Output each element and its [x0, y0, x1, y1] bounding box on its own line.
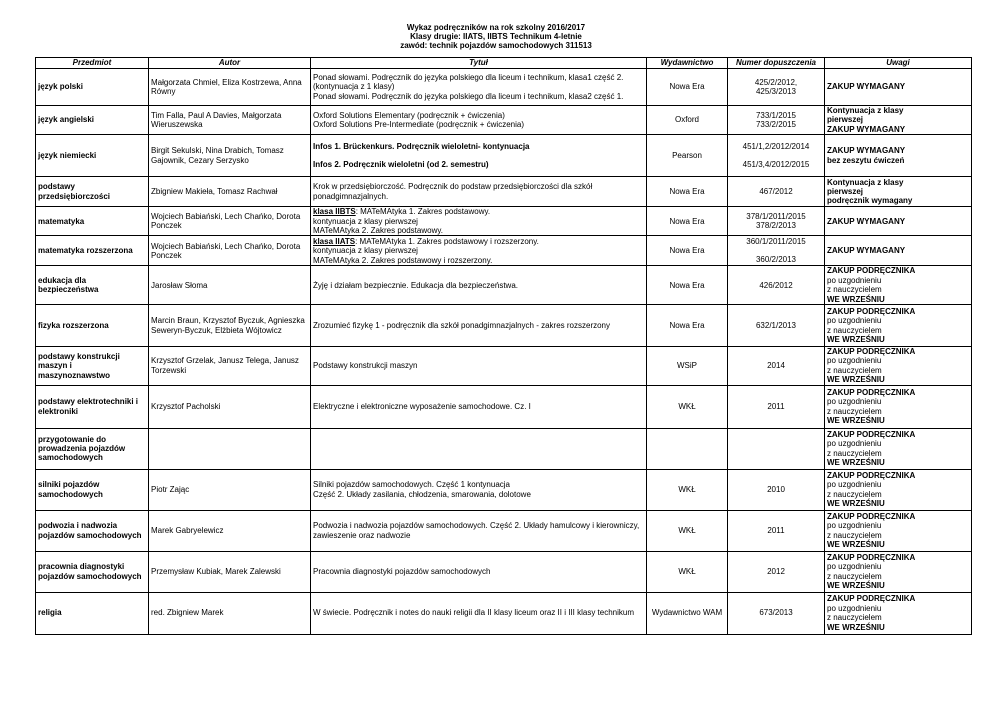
notes-cell: [825, 428, 972, 469]
number-cell: [728, 592, 825, 634]
note-line: WE WRZEŚNIU: [827, 458, 885, 468]
notes-cell: [825, 106, 972, 135]
subject-cell: język angielski: [36, 106, 149, 135]
number-cell: [728, 347, 825, 386]
subject-cell: fizyka rozszerzona: [36, 305, 149, 347]
approval-number: 425/2/2012,: [754, 77, 798, 87]
number-cell: [728, 551, 825, 592]
note-line: po uzgodnieniu: [827, 397, 882, 407]
title-text: Zrozumieć fizykę 1 - podręcznik dla szkół ponadgimnazjalnych - zakres rozszerzony: [313, 320, 611, 330]
title-text: : MATeMAtyka 1. Zakres podstawowy.: [355, 207, 491, 217]
heading-line-1: Wykaz podręczników na rok szkolny 2016/2017: [406, 23, 586, 32]
column-header-title: Tytuł: [311, 58, 647, 69]
approval-number: 632/1/2013: [755, 320, 797, 330]
title-line: [313, 321, 644, 330]
number-cell: [728, 135, 825, 177]
table-row: [36, 69, 972, 106]
heading-line-2: Klasy drugie: IIATS, IIBTS Technikum 4-letnie: [410, 32, 582, 41]
title-line: [313, 160, 644, 169]
approval-number: 733/1/2015: [755, 110, 797, 120]
title-line: [313, 521, 644, 540]
note-line: po uzgodnieniu: [827, 480, 882, 490]
title-cell: [311, 469, 647, 510]
title-text: kontynuacja z klasy pierwszej: [313, 216, 418, 226]
title-text: MATeMAtyka 2. Zakres podstawowy i rozszerzony.: [313, 255, 493, 265]
subject-cell: pracownia diagnostyki pojazdów samochodowych: [36, 551, 149, 592]
publisher-cell: WKŁ: [647, 385, 728, 428]
number-cell: [728, 177, 825, 207]
approval-number: 451/3,4/2012/2015: [742, 160, 810, 170]
class-label: klasa IIATS: [313, 236, 356, 246]
publisher-cell: Nowa Era: [647, 207, 728, 236]
notes-cell: [825, 551, 972, 592]
title-line: [313, 480, 644, 489]
note-line: z nauczycielem: [827, 365, 882, 375]
table-row: [36, 469, 972, 510]
table-row: [36, 428, 972, 469]
note-line: bez zeszytu ćwiczeń: [827, 155, 905, 165]
approval-number: 2011: [767, 401, 785, 411]
note-line: po uzgodnieniu: [827, 439, 882, 449]
note-line: z nauczycielem: [827, 285, 882, 295]
publisher-cell: WKŁ: [647, 551, 728, 592]
author-cell: Wojciech Babiański, Lech Chańko, Dorota Ponczek: [149, 207, 311, 236]
note-line: po uzgodnieniu: [827, 521, 882, 531]
title-text: Infos 2. Podręcznik wieloletni (od 2. semestru): [313, 160, 489, 170]
title-text: Pracownia diagnostyki pojazdów samochodowych: [313, 566, 491, 576]
publisher-cell: WSiP: [647, 347, 728, 386]
note-line: ZAKUP PODRĘCZNIKA: [827, 306, 916, 316]
note-line: z nauczycielem: [827, 613, 882, 623]
note-line: z nauczycielem: [827, 406, 882, 416]
table-row: [36, 510, 972, 551]
note-line: ZAKUP PODRĘCZNIKA: [827, 470, 916, 480]
subject-cell: język polski: [36, 69, 149, 106]
notes-cell: [825, 207, 972, 236]
note-line: ZAKUP WYMAGANY: [827, 216, 906, 226]
subject-cell: matematyka rozszerzona: [36, 236, 149, 266]
number-cell: [728, 510, 825, 551]
number-cell: [728, 207, 825, 236]
note-line: z nauczycielem: [827, 448, 882, 458]
note-line: WE WRZEŚNIU: [827, 499, 885, 509]
title-line: [313, 608, 644, 617]
title-text: Ponad słowami. Podręcznik do języka polskiego dla liceum i technikum, klasa2 część 1.: [313, 91, 624, 101]
note-line: ZAKUP PODRĘCZNIKA: [827, 347, 916, 357]
note-line: ZAKUP WYMAGANY: [827, 124, 906, 134]
title-cell: [311, 428, 647, 469]
table-row: [36, 207, 972, 236]
title-text: W świecie. Podręcznik i notes do nauki religii dla II klasy liceum oraz II i III klasy technikum: [313, 608, 635, 618]
publisher-cell: [647, 428, 728, 469]
author-cell: Tim Falla, Paul A Davies, Małgorzata Wieruszewska: [149, 106, 311, 135]
title-line: [313, 567, 644, 576]
publisher-cell: Nowa Era: [647, 69, 728, 106]
title-text: Podstawy konstrukcji maszyn: [313, 361, 418, 371]
approval-number: 425/3/2013: [755, 87, 797, 96]
approval-number: 378/1/2011/2015: [746, 211, 806, 221]
note-line: WE WRZEŚNIU: [827, 540, 885, 550]
subject-cell: silniki pojazdów samochodowych: [36, 469, 149, 510]
subject-cell: podstawy elektrotechniki i elektroniki: [36, 385, 149, 428]
title-text: Część 2. Układy zasilania, chłodzenia, smarowania, dolotowe: [313, 489, 531, 499]
title-cell: [311, 266, 647, 305]
title-text: kontynuacja z klasy pierwszej: [313, 246, 418, 256]
notes-cell: [825, 469, 972, 510]
note-line: po uzgodnieniu: [827, 603, 882, 613]
notes-cell: [825, 69, 972, 106]
author-cell: red. Zbigniew Marek: [149, 592, 311, 634]
note-line: z nauczycielem: [827, 530, 882, 540]
class-label: klasa IIBTS: [313, 207, 356, 217]
author-cell: Wojciech Babiański, Lech Chańko, Dorota Ponczek: [149, 236, 311, 266]
table-row: [36, 592, 972, 634]
number-cell: [728, 69, 825, 106]
publisher-cell: WKŁ: [647, 469, 728, 510]
subject-cell: przygotowanie do prowadzenia pojazdów samochodowych: [36, 428, 149, 469]
note-line: ZAKUP PODRĘCZNIKA: [827, 387, 916, 397]
notes-cell: [825, 592, 972, 634]
note-line: WE WRZEŚNIU: [827, 622, 885, 632]
approval-number: 2014: [767, 361, 785, 371]
title-line: [313, 111, 644, 120]
notes-cell: [825, 236, 972, 266]
title-line: [313, 226, 644, 235]
author-cell: Marek Gabryelewicz: [149, 510, 311, 551]
table-row: [36, 347, 972, 386]
notes-cell: [825, 266, 972, 305]
title-cell: [311, 347, 647, 386]
note-line: ZAKUP PODRĘCZNIKA: [827, 266, 916, 276]
approval-number: 2010: [767, 484, 785, 494]
number-cell: [728, 428, 825, 469]
approval-number: 2012: [767, 566, 785, 576]
notes-cell: [825, 177, 972, 207]
number-cell: [728, 385, 825, 428]
title-text: Ponad słowami. Podręcznik do języka polskiego dla liceum i technikum, klasa1 część 2.(kontynuacja z 1 klasy): [313, 72, 624, 92]
notes-cell: [825, 510, 972, 551]
note-line: WE WRZEŚNIU: [827, 581, 885, 591]
notes-cell: [825, 305, 972, 347]
title-text: Oxford Solutions Pre-Intermediate (podręcznik + ćwiczenia): [313, 120, 524, 130]
title-text: Żyję i działam bezpiecznie. Edukacja dla bezpieczeństwa.: [313, 280, 518, 290]
note-line: WE WRZEŚNIU: [827, 334, 885, 344]
table-row: [36, 551, 972, 592]
note-line: pierwszej: [827, 115, 864, 125]
title-text: Oxford Solutions Elementary (podręcznik + ćwiczenia): [313, 110, 505, 120]
table-row: [36, 385, 972, 428]
approval-number: 451/1,2/2012/2014: [742, 141, 810, 151]
note-line: Kontynuacja z klasy: [827, 106, 904, 115]
approval-number: 2011: [767, 525, 785, 535]
title-cell: [311, 106, 647, 135]
table-row: [36, 106, 972, 135]
title-line: [313, 73, 644, 92]
note-line: po uzgodnieniu: [827, 316, 882, 326]
title-line: [313, 142, 644, 151]
subject-cell: religia: [36, 592, 149, 634]
note-line: ZAKUP WYMAGANY: [827, 146, 906, 156]
approval-number: 360/2/2013: [755, 255, 797, 265]
note-line: z nauczycielem: [827, 571, 882, 581]
notes-cell: [825, 385, 972, 428]
publisher-cell: Nowa Era: [647, 236, 728, 266]
author-cell: Marcin Braun, Krzysztof Byczuk, Agnieszka Seweryn-Byczuk, Elżbieta Wójtowicz: [149, 305, 311, 347]
note-line: z nauczycielem: [827, 325, 882, 335]
column-header-publisher: Wydawnictwo: [647, 58, 728, 69]
subject-cell: podstawy przedsiębiorczości: [36, 177, 149, 207]
note-line: podręcznik wymagany: [827, 196, 913, 206]
table-row: [36, 266, 972, 305]
title-line: [313, 182, 644, 201]
title-line: [313, 92, 644, 101]
author-cell: Przemysław Kubiak, Marek Zalewski: [149, 551, 311, 592]
title-line: [313, 402, 644, 411]
subject-cell: edukacja dla bezpieczeństwa: [36, 266, 149, 305]
column-header-notes: Uwagi: [825, 58, 972, 69]
note-line: ZAKUP PODRĘCZNIKA: [827, 511, 916, 521]
title-cell: [311, 135, 647, 177]
note-line: ZAKUP WYMAGANY: [827, 246, 906, 256]
publisher-cell: Nowa Era: [647, 266, 728, 305]
author-cell: Krzysztof Pacholski: [149, 385, 311, 428]
note-line: WE WRZEŚNIU: [827, 375, 885, 385]
table-row: [36, 135, 972, 177]
title-text: Infos 1. Brückenkurs. Podręcznik wieloletni- kontynuacja: [313, 141, 530, 151]
approval-number: 378/2/2013: [755, 221, 797, 231]
title-cell: [311, 305, 647, 347]
note-line: ZAKUP WYMAGANY: [827, 82, 906, 92]
note-line: ZAKUP PODRĘCZNIKA: [827, 429, 916, 439]
subject-cell: język niemiecki: [36, 135, 149, 177]
table-row: [36, 305, 972, 347]
title-line: [313, 361, 644, 370]
title-cell: [311, 592, 647, 634]
notes-cell: [825, 347, 972, 386]
table-header-row: [36, 58, 972, 69]
approval-number: 467/2012: [759, 187, 793, 197]
publisher-cell: Nowa Era: [647, 177, 728, 207]
title-line: [313, 237, 644, 246]
title-cell: [311, 551, 647, 592]
author-cell: Małgorzata Chmiel, Eliza Kostrzewa, Anna Równy: [149, 69, 311, 106]
author-cell: Krzysztof Grzelak, Janusz Telega, Janusz Torzewski: [149, 347, 311, 386]
approval-number: 426/2012: [759, 280, 793, 290]
title-cell: [311, 385, 647, 428]
subject-cell: podstawy konstrukcji maszyn i maszynoznawstwo: [36, 347, 149, 386]
title-text: Elektryczne i elektroniczne wyposażenie samochodowe. Cz. I: [313, 401, 531, 411]
number-cell: [728, 236, 825, 266]
title-cell: [311, 236, 647, 266]
number-cell: [728, 106, 825, 135]
title-text: Krok w przedsiębiorczość. Podręcznik do podstaw przedsiębiorczości dla szkół ponadgimnazjalnych.: [313, 182, 593, 201]
note-line: po uzgodnieniu: [827, 275, 882, 285]
title-text: Podwozia i nadwozia pojazdów samochodowych. Część 2. Układy hamulcowy i kierowniczy, zawieszenie oraz nadwozie: [313, 521, 640, 540]
note-line: po uzgodnieniu: [827, 356, 882, 366]
title-line: [313, 207, 644, 216]
table-row: [36, 177, 972, 207]
number-cell: [728, 266, 825, 305]
column-header-author: Autor: [149, 58, 311, 69]
column-header-number: Numer dopuszczenia: [728, 58, 825, 69]
approval-number: 673/2013: [759, 608, 793, 618]
publisher-cell: Oxford: [647, 106, 728, 135]
number-cell: [728, 469, 825, 510]
title-cell: [311, 510, 647, 551]
title-line: [313, 120, 644, 129]
title-line: [313, 217, 644, 226]
title-line: [313, 281, 644, 290]
note-line: pierwszej: [827, 187, 864, 197]
title-cell: [311, 207, 647, 236]
heading-line-3: zawód: technik pojazdów samochodowych 311513: [400, 41, 592, 50]
publisher-cell: Nowa Era: [647, 305, 728, 347]
title-line: [313, 246, 644, 255]
note-line: po uzgodnieniu: [827, 562, 882, 572]
subject-cell: podwozia i nadwozia pojazdów samochodowych: [36, 510, 149, 551]
approval-number: 733/2/2015: [755, 120, 797, 130]
author-cell: Birgit Sekulski, Nina Drabich, Tomasz Gajownik, Cezary Serzysko: [149, 135, 311, 177]
title-text: : MATeMAtyka 1. Zakres podstawowy i rozszerzony.: [355, 236, 539, 246]
document-heading: [0, 23, 992, 50]
author-cell: Jarosław Słoma: [149, 266, 311, 305]
note-line: z nauczycielem: [827, 489, 882, 499]
author-cell: Zbigniew Makieła, Tomasz Rachwał: [149, 177, 311, 207]
title-text: MATeMAtyka 2. Zakres podstawowy.: [313, 226, 443, 236]
note-line: ZAKUP PODRĘCZNIKA: [827, 552, 916, 562]
textbook-table: [35, 57, 972, 635]
title-line: [313, 256, 644, 265]
notes-cell: [825, 135, 972, 177]
number-cell: [728, 305, 825, 347]
note-line: WE WRZEŚNIU: [827, 294, 885, 304]
column-header-subject: Przedmiot: [36, 58, 149, 69]
author-cell: Piotr Zając: [149, 469, 311, 510]
title-cell: [311, 69, 647, 106]
title-cell: [311, 177, 647, 207]
table-row: [36, 236, 972, 266]
publisher-cell: Pearson: [647, 135, 728, 177]
title-line: [313, 490, 644, 499]
note-line: WE WRZEŚNIU: [827, 416, 885, 426]
approval-number: 360/1/2011/2015: [746, 237, 806, 247]
note-line: Kontynuacja z klasy: [827, 177, 904, 187]
publisher-cell: Wydawnictwo WAM: [647, 592, 728, 634]
title-text: Silniki pojazdów samochodowych. Część 1 kontynuacja: [313, 480, 510, 490]
table-body: [36, 69, 972, 635]
publisher-cell: WKŁ: [647, 510, 728, 551]
subject-cell: matematyka: [36, 207, 149, 236]
note-line: ZAKUP PODRĘCZNIKA: [827, 594, 916, 604]
author-cell: [149, 428, 311, 469]
